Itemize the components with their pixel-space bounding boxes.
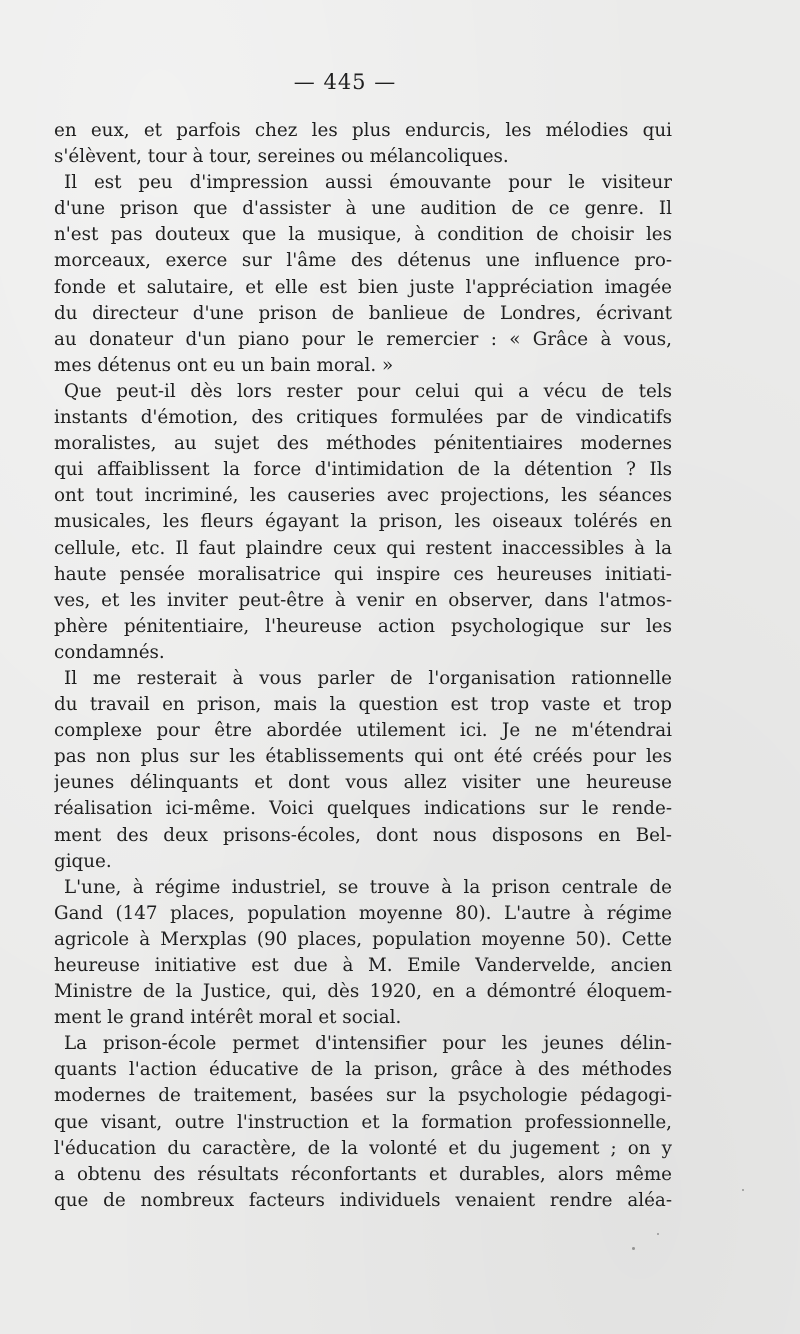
text-line: Il me resterait à vous parler de l'organisation rationnelle: [64, 667, 672, 689]
text-line: cellule, etc. Il faut plaindre ceux qui restent inaccessibles à la: [54, 537, 672, 559]
text-line: haute pensée moralisatrice qui inspire ces heureuses initiati-: [54, 563, 672, 585]
paper-speck: [632, 1247, 635, 1250]
text-line: complexe pour être abordée utilement ici. Je ne m'étendrai: [54, 720, 672, 742]
text-line: heureuse initiative est due à M. Emile Vandervelde, ancien: [54, 955, 672, 976]
text-line: phère pénitentiaire, l'heureuse action psychologique sur les: [54, 615, 672, 637]
text-line: morceaux, exerce sur l'âme des détenus une influence pro-: [54, 250, 672, 272]
text-line: modernes de traitement, basées sur la psychologie pédagogi-: [54, 1085, 672, 1107]
text-line: musicales, les fleurs égayant la prison, les oiseaux tolérés en: [54, 511, 672, 533]
text-line: Ministre de la Justice, qui, dès 1920, en a démontré éloquem-: [54, 981, 672, 1003]
text-line: l'éducation du caractère, de la volonté et du jugement ; on y: [54, 1137, 672, 1159]
text-line: Gand (147 places, population moyenne 80). L'autre à régime: [54, 902, 672, 924]
text-line: que visant, outre l'instruction et la formation professionnelle,: [54, 1111, 672, 1133]
text-line: n'est pas douteux que la musique, à condition de choisir les: [54, 224, 672, 246]
text-line: moralistes, au sujet des méthodes pénitentiaires modernes: [54, 433, 672, 455]
text-line: au donateur d'un piano pour le remercier : « Grâce à vous,: [54, 328, 672, 350]
text-line: La prison-école permet d'intensifier pour les jeunes délin-: [64, 1033, 672, 1055]
text-line: fonde et salutaire, et elle est bien juste l'appréciation imagée: [54, 276, 672, 298]
body-text: [54, 118, 672, 1214]
text-line: ment des deux prisons-écoles, dont nous disposons en Bel-: [54, 824, 672, 846]
text-line: ment le grand intérêt moral et social.: [54, 1007, 402, 1029]
text-line: Que peut-il dès lors rester pour celui qui a vécu de tels: [64, 380, 672, 402]
text-line: réalisation ici-même. Voici quelques indications sur le rende-: [54, 798, 672, 820]
text-line: quants l'action éducative de la prison, grâce à des méthodes: [54, 1059, 672, 1081]
text-line: mes détenus ont eu un bain moral. »: [54, 354, 394, 376]
text-line: L'une, à régime industriel, se trouve à la prison centrale de: [64, 876, 672, 898]
text-line: ont tout incriminé, les causeries avec projections, les séances: [54, 485, 672, 507]
text-line: d'une prison que d'assister à une audition de ce genre. Il: [54, 198, 672, 220]
text-line: du directeur d'une prison de banlieue de Londres, écrivant: [54, 302, 672, 324]
text-line: condamnés.: [54, 641, 165, 663]
text-line: s'élèvent, tour à tour, sereines ou mélancoliques.: [54, 146, 509, 168]
text-line: pas non plus sur les établissements qui ont été créés pour les: [54, 746, 672, 768]
text-line: agricole à Merxplas (90 places, population moyenne 50). Cette: [54, 928, 672, 950]
paper-speck: [742, 1189, 744, 1191]
paper-speck: [657, 1233, 659, 1235]
text-line: a obtenu des résultats réconfortants et durables, alors même: [54, 1163, 672, 1185]
text-line: jeunes délinquants et dont vous allez visiter une heureuse: [54, 772, 672, 794]
text-line: du travail en prison, mais la question est trop vaste et trop: [54, 694, 672, 716]
page-number: — 445 —: [293, 70, 397, 94]
text-line: Il est peu d'impression aussi émouvante pour le visiteur: [64, 172, 672, 194]
text-line: que de nombreux facteurs individuels venaient rendre aléa-: [54, 1189, 672, 1211]
text-line: qui affaiblissent la force d'intimidation de la détention ? Ils: [54, 459, 672, 481]
text-line: gique.: [54, 850, 112, 872]
text-line: en eux, et parfois chez les plus endurcis, les mélodies qui: [54, 120, 672, 141]
text-line: ves, et les inviter peut-être à venir en observer, dans l'atmos-: [54, 589, 672, 611]
text-line: instants d'émotion, des critiques formulées par de vindicatifs: [54, 407, 672, 429]
